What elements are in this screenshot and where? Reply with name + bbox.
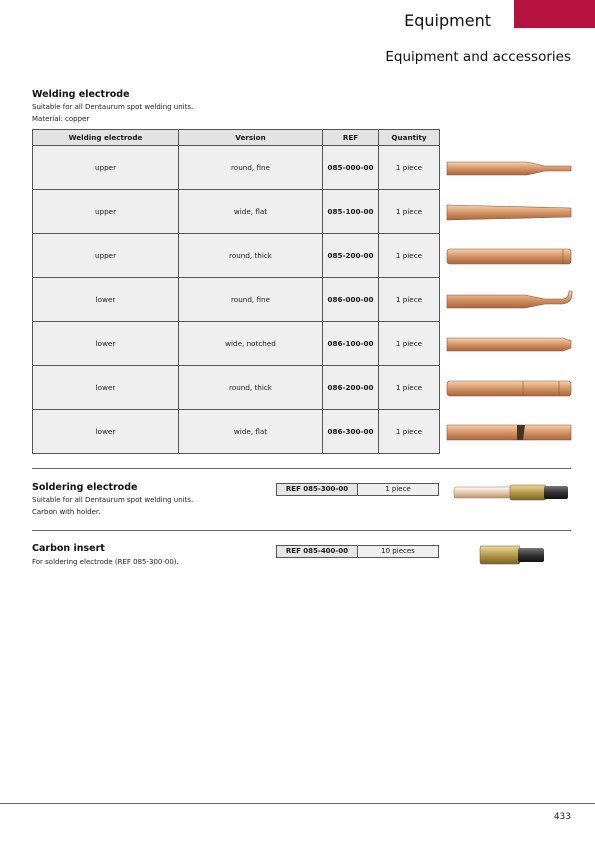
section-divider <box>32 530 571 531</box>
cell-quantity: 1 piece <box>379 410 440 454</box>
cell-quantity: 1 piece <box>379 190 440 234</box>
cell-quantity: 1 piece <box>379 234 440 278</box>
page-section-title: Equipment <box>404 11 491 30</box>
soldering-desc-line-2: Carbon with holder. <box>32 508 101 516</box>
header-accent-bar <box>514 0 595 28</box>
table-row <box>33 410 440 454</box>
cell-electrode: lower <box>33 278 179 322</box>
cell-electrode: lower <box>33 410 179 454</box>
cell-electrode: lower <box>33 366 179 410</box>
table-row <box>33 146 440 190</box>
cell-electrode: upper <box>33 190 179 234</box>
col-header-quantity: Quantity <box>379 130 440 146</box>
cell-ref: 085-100-00 <box>323 190 379 234</box>
table-row <box>33 234 440 278</box>
cell-ref: 086-000-00 <box>323 278 379 322</box>
copper-electrode-round-fine-image <box>445 158 575 180</box>
welding-electrode-desc <box>32 101 193 125</box>
cell-quantity: 1 piece <box>379 278 440 322</box>
table-row <box>33 190 440 234</box>
soldering-ref-box <box>276 483 439 496</box>
cell-version: round, fine <box>179 146 323 190</box>
soldering-electrode-desc <box>32 494 193 518</box>
cell-ref: 086-300-00 <box>323 410 379 454</box>
copper-electrode-bent-tip-image <box>445 287 575 313</box>
carbon-insert-title: Carbon insert <box>32 543 105 554</box>
cell-version: round, thick <box>179 366 323 410</box>
carbon-insert-image <box>478 543 548 567</box>
soldering-electrode-title: Soldering electrode <box>32 482 138 493</box>
table-row <box>33 366 440 410</box>
welding-desc-line-1: Suitable for all Dentaurum spot welding units. <box>32 103 194 111</box>
table-row <box>33 322 440 366</box>
cell-ref: 086-100-00 <box>323 322 379 366</box>
copper-electrode-notched-image <box>445 334 575 356</box>
cell-version: wide, flat <box>179 410 323 454</box>
cell-quantity: 1 piece <box>379 146 440 190</box>
cell-quantity: 1 piece <box>379 322 440 366</box>
cell-electrode: upper <box>33 146 179 190</box>
soldering-desc-line-1: Suitable for all Dentaurum spot welding units. <box>32 496 194 504</box>
carbon-insert-desc <box>32 556 179 568</box>
welding-electrode-title: Welding electrode <box>32 89 130 100</box>
copper-electrode-wide-flat-notch-image <box>445 422 575 444</box>
cell-version: wide, notched <box>179 322 323 366</box>
carbon-ref-box <box>276 545 439 558</box>
cell-version: wide, flat <box>179 190 323 234</box>
cell-ref: 085-200-00 <box>323 234 379 278</box>
page-number: 433 <box>553 812 571 822</box>
section-divider <box>32 468 571 469</box>
table-row <box>33 278 440 322</box>
carbon-ref: REF 085-400-00 <box>277 546 358 557</box>
col-header-ref: REF <box>323 130 379 146</box>
col-header-version: Version <box>179 130 323 146</box>
soldering-ref: REF 085-300-00 <box>277 484 358 495</box>
soldering-quantity: 1 piece <box>358 484 438 495</box>
cell-electrode: lower <box>33 322 179 366</box>
copper-electrode-wide-flat-image <box>445 202 575 224</box>
col-header-electrode: Welding electrode <box>33 130 179 146</box>
copper-electrode-round-thick-image <box>445 246 575 268</box>
carbon-desc-line-1: For soldering electrode (REF 085-300-00). <box>32 558 179 566</box>
welding-desc-line-2: Material: copper <box>32 115 90 123</box>
cell-ref: 086-200-00 <box>323 366 379 410</box>
page-subtitle: Equipment and accessories <box>385 49 571 65</box>
cell-electrode: upper <box>33 234 179 278</box>
table-header-row <box>33 130 440 146</box>
footer-divider <box>0 803 595 804</box>
cell-ref: 085-000-00 <box>323 146 379 190</box>
cell-quantity: 1 piece <box>379 366 440 410</box>
soldering-electrode-image <box>452 482 572 504</box>
carbon-quantity: 10 pieces <box>358 546 438 557</box>
welding-electrode-table <box>32 129 440 454</box>
cell-version: round, fine <box>179 278 323 322</box>
copper-electrode-round-thick-collar-image <box>445 378 575 400</box>
cell-version: round, thick <box>179 234 323 278</box>
